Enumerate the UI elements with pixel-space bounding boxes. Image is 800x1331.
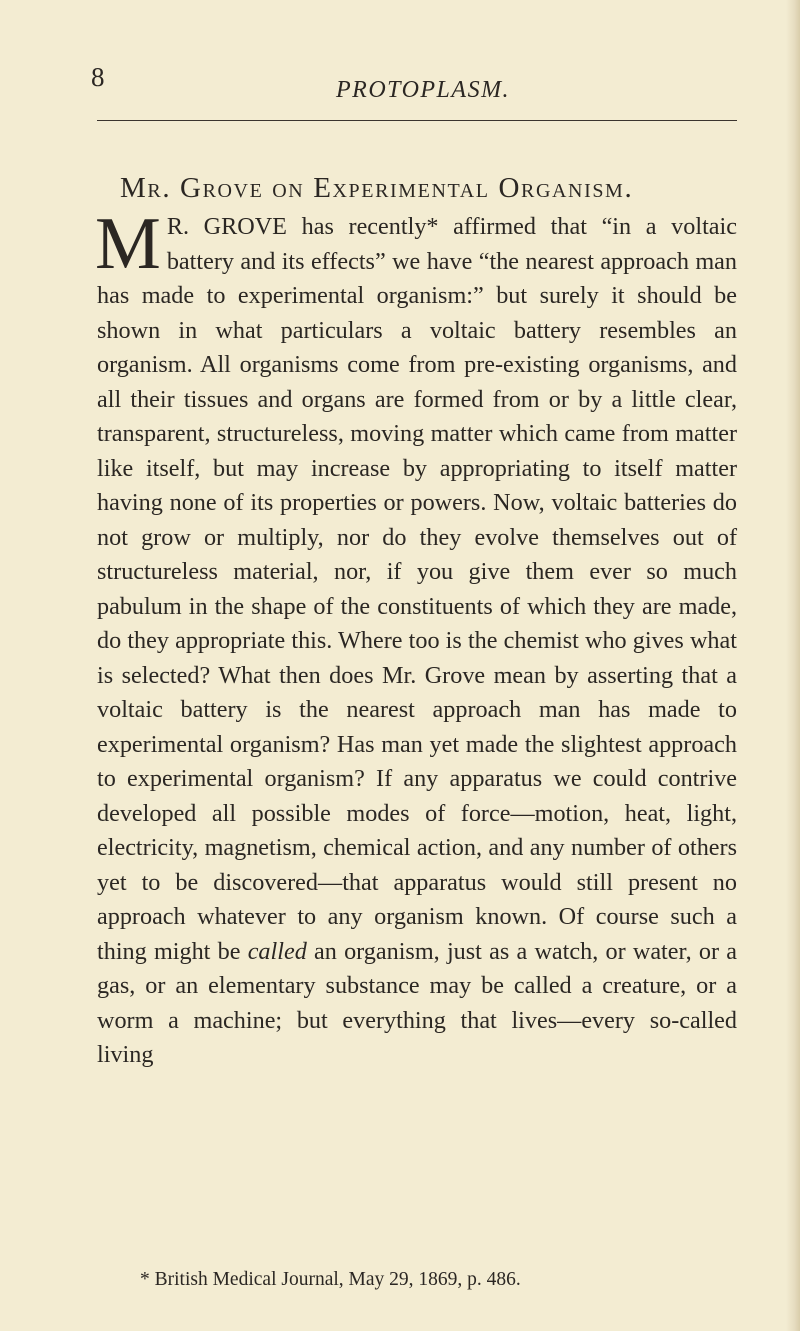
emphasis-called: called (247, 937, 307, 965)
page-edge (786, 0, 800, 1331)
body-text (95, 203, 737, 1073)
footnote: * British Medical Journal, May 29, 1869, p. 486. (140, 1269, 521, 1290)
running-head: PROTOPLASM. (336, 77, 511, 103)
paragraph-text: R. GROVE has recently* affirmed that “in a voltaic battery and its effects” we have “the nearest approach man has made to experimental organism:” but surely it should be shown in what particulars a voltaic battery resembles an organism. All organisms come from pre-existing organisms, and all their tissues and organs are formed from or by a little clear, transparent, structureless, moving matter which came from matter like itself, but may increase by appropriating to itself matter having none of its properties or powers. Now, voltaic batteries do not grow or multiply, nor do they evolve themselves out of structureless material, nor, if you give them ever so much pabulum in the shape of the constituents of which they are made, do they appropriate this. Where too is the chemist who gives what is selected? What then does Mr. Grove mean by asserting that a voltaic battery is the nearest approach man has made to experimental organism? Has man yet made the slightest approach to experimental organism? If any apparatus we could contrive developed all possible modes of force—motion, heat, light, electricity, magnetism, chemical action, and any number of others yet to be discovered—that apparatus would still present no approach whatever to any organism known. Of course such a thing might be (97, 213, 737, 965)
drop-cap: M (95, 203, 161, 285)
paragraph-continuation: an organism, just as a watch, or water, or a gas, or an elementary substance may be called a creature, or a worm a machine; but everything that lives—every so-called living (97, 937, 737, 1068)
paragraph (95, 203, 737, 1073)
header-rule (97, 120, 737, 121)
section-title: Mr. Grove on Experimental Organism. (120, 172, 634, 204)
page-number: 8 (91, 62, 105, 92)
